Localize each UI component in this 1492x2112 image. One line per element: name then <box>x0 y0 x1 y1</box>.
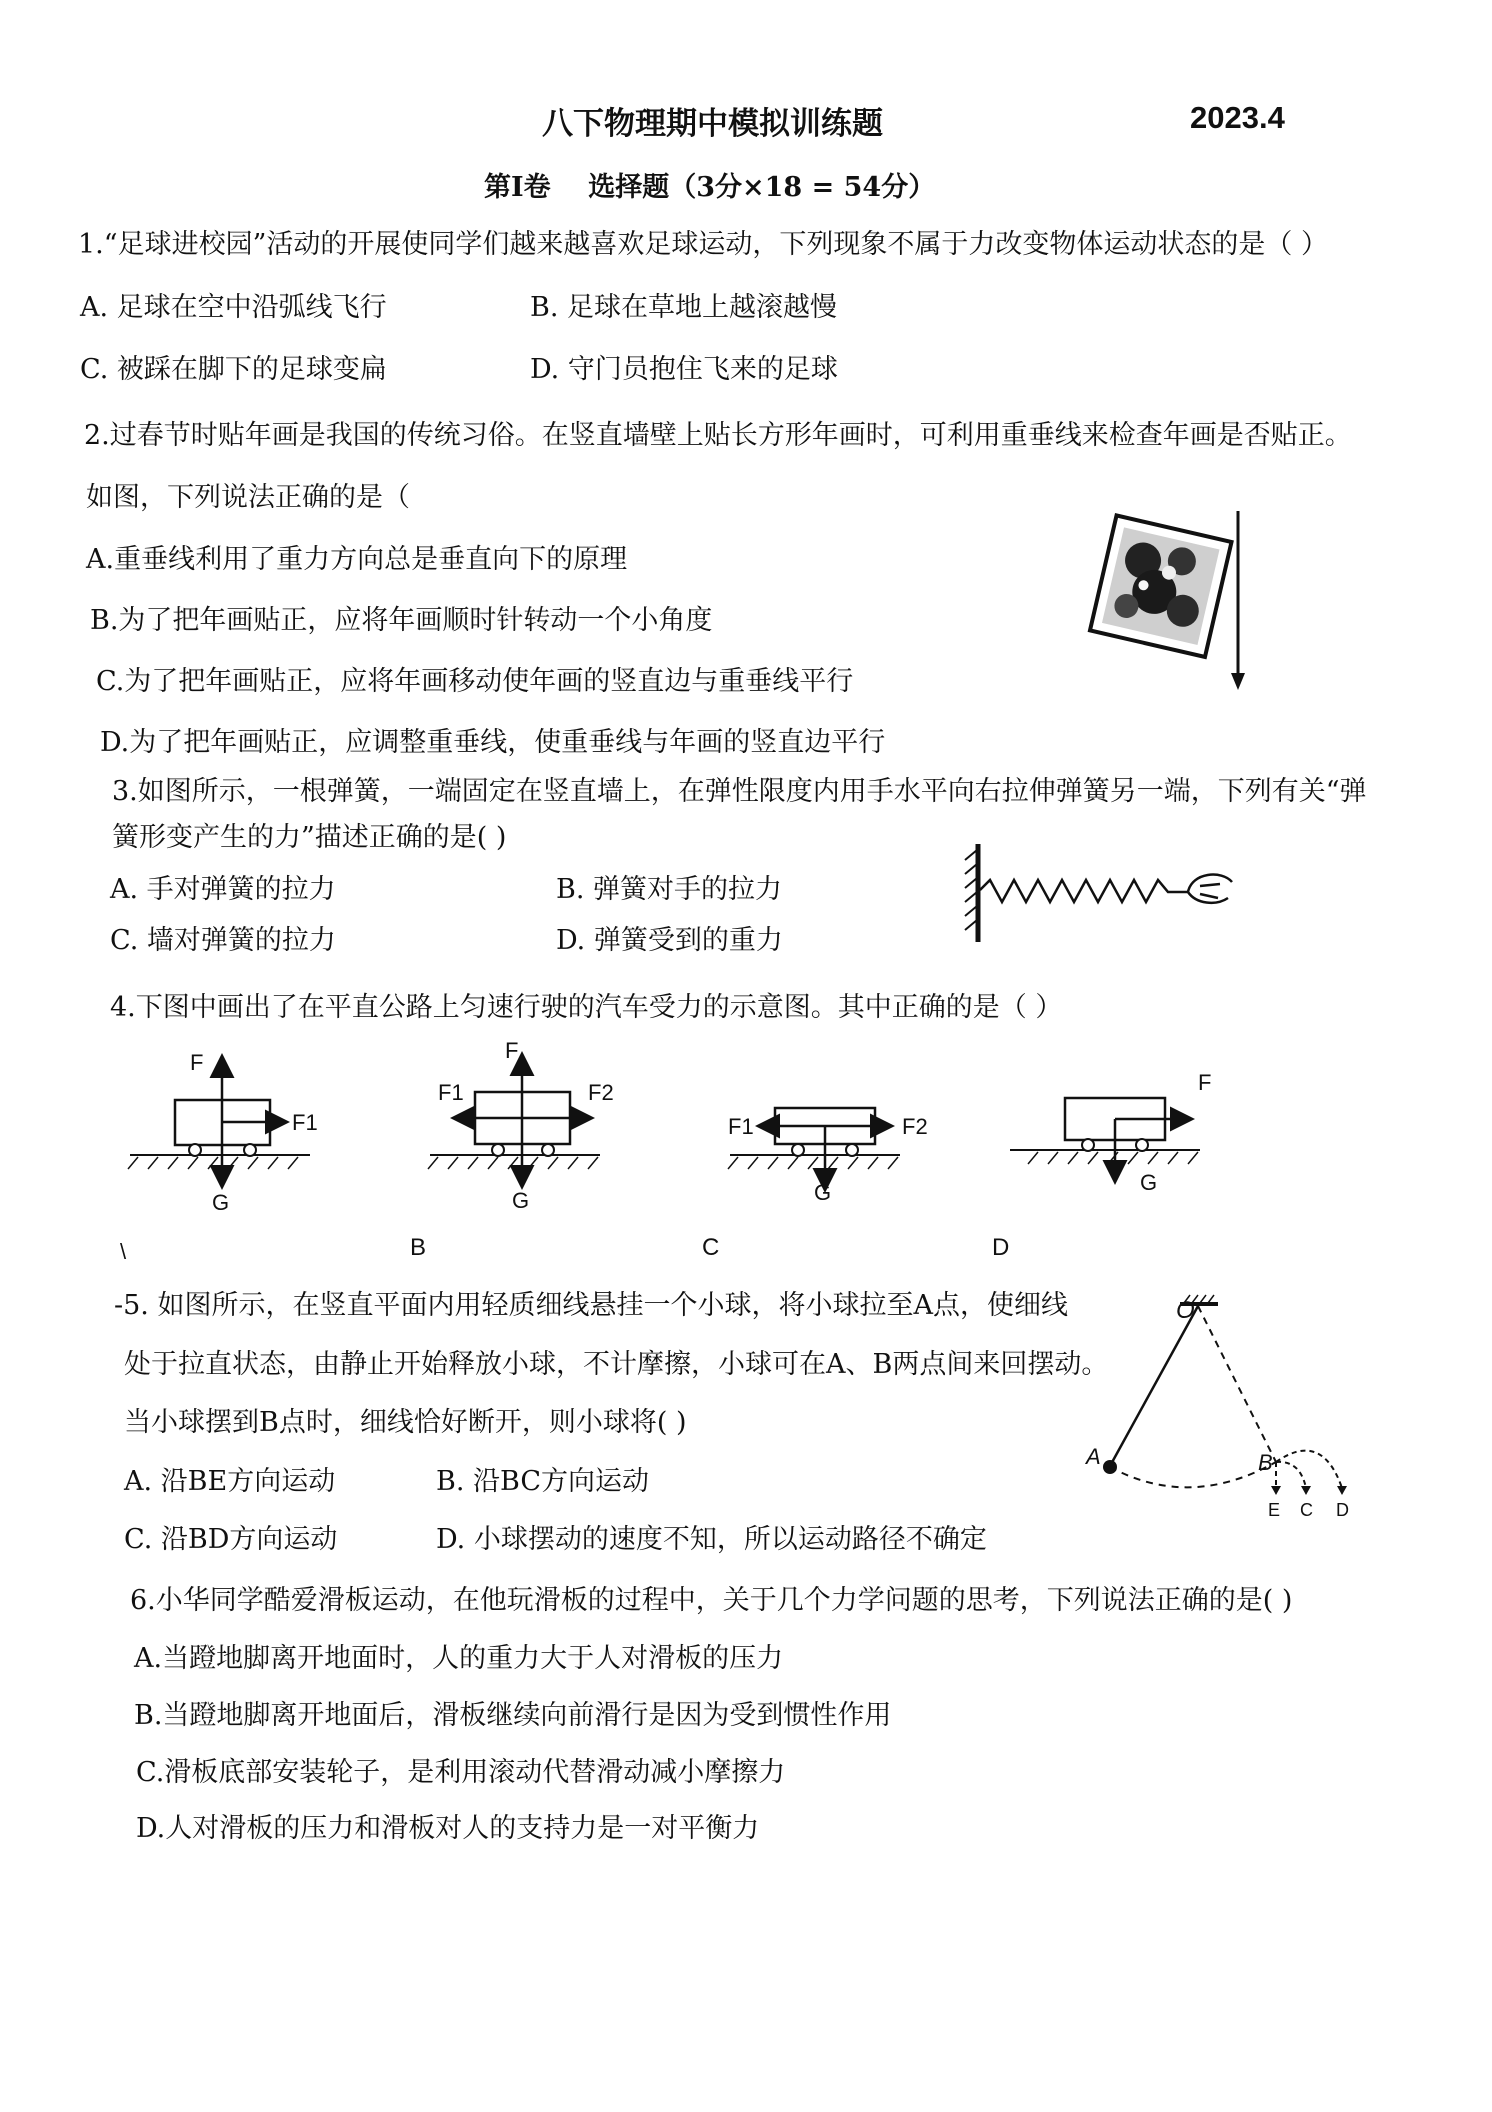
q3-option-b: B. 弹簧对手的拉力 <box>556 874 783 905</box>
car-b-label-g: G <box>512 1188 530 1213</box>
q4-option-d-letter: D <box>992 1234 1010 1261</box>
q4-option-a-letter: \ <box>120 1239 127 1264</box>
q6-option-a: A.当蹬地脚离开地面时，人的重力大于人对滑板的压力 <box>134 1643 784 1674</box>
spring-figure <box>960 840 1240 950</box>
car-figure-a <box>128 1050 318 1215</box>
exam-date: 2023.4 <box>1190 100 1285 135</box>
q4-stem: 4.下图中画出了在平直公路上匀速行驶的汽车受力的示意图。其中正确的是（ ） <box>110 992 1063 1023</box>
q2-option-b: B.为了把年画贴正，应将年画顺时针转动一个小角度 <box>90 605 713 636</box>
car-c-label-g: G <box>814 1180 832 1205</box>
car-figure-b <box>428 1038 614 1213</box>
q3-option-d: D. 弹簧受到的重力 <box>556 925 783 956</box>
pendulum-label-b: B <box>1258 1450 1273 1475</box>
q1-stem: 1.“足球进校园”活动的开展使同学们越来越喜欢足球运动，下列现象不属于力改变物体运动状态的是（ ） <box>78 229 1328 260</box>
q2-option-c: C.为了把年画贴正，应将年画移动使年画的竖直边与重垂线平行 <box>96 666 854 697</box>
q2-option-a: A.重垂线利用了重力方向总是垂直向下的原理 <box>86 544 628 575</box>
car-figure-c <box>728 1108 928 1205</box>
q1-option-d: D. 守门员抱住飞来的足球 <box>530 354 838 385</box>
q6-option-c: C.滑板底部安装轮子，是利用滚动代替滑动减小摩擦力 <box>136 1757 786 1788</box>
pendulum-figure <box>1080 1290 1380 1550</box>
q2-stem-cont: 如图，下列说法正确的是（ <box>86 482 410 513</box>
q2-stem: 2.过春节时贴年画是我国的传统习俗。在竖直墙壁上贴长方形年画时，可利用重垂线来检查年画是否贴正。 <box>84 420 1352 451</box>
q2-option-d: D.为了把年画贴正，应调整重垂线，使重垂线与年画的竖直边平行 <box>100 727 886 758</box>
q5-option-d: D. 小球摆动的速度不知，所以运动路径不确定 <box>436 1524 987 1555</box>
q5-stem: -5. 如图所示，在竖直平面内用轻质细线悬挂一个小球，将小球拉至A点，使细线 <box>114 1290 1068 1321</box>
car-b-label-f2: F2 <box>588 1080 614 1105</box>
q6-stem: 6.小华同学酷爱滑板运动，在他玩滑板的过程中，关于几个力学问题的思考，下列说法正确的是( ) <box>130 1585 1293 1616</box>
q5-option-c: C. 沿BD方向运动 <box>124 1524 338 1555</box>
car-figure-d <box>1010 1070 1211 1195</box>
car-a-label-g: G <box>212 1190 230 1215</box>
q6-option-b: B.当蹬地脚离开地面后，滑板继续向前滑行是因为受到惯性作用 <box>134 1700 892 1731</box>
q5-stem-cont2: 当小球摆到B点时，细线恰好断开，则小球将( ) <box>124 1407 687 1438</box>
new-year-picture-figure <box>1080 505 1270 695</box>
car-force-figures <box>120 1040 1240 1240</box>
q1-option-b: B. 足球在草地上越滚越慢 <box>530 292 838 323</box>
car-c-label-f2: F2 <box>902 1114 928 1139</box>
q3-option-a: A. 手对弹簧的拉力 <box>110 874 336 905</box>
q4-option-c-letter: C <box>702 1234 720 1261</box>
q5-option-a: A. 沿BE方向运动 <box>124 1466 336 1497</box>
pendulum-label-c: C <box>1300 1500 1313 1520</box>
q4-option-b-letter: B <box>410 1234 427 1261</box>
q5-stem-cont1: 处于拉直状态，由静止开始释放小球，不计摩擦，小球可在A、B两点间来回摆动。 <box>124 1349 1109 1380</box>
car-a-label-f: F <box>190 1050 204 1075</box>
page-title: 八下物理期中模拟训练题 <box>542 106 883 142</box>
q3-stem-cont: 簧形变产生的力”描述正确的是( ) <box>112 822 507 853</box>
pendulum-label-d: D <box>1336 1500 1349 1520</box>
car-a-label-f1: F1 <box>292 1110 318 1135</box>
car-c-label-f1: F1 <box>728 1114 754 1139</box>
q6-option-d: D.人对滑板的压力和滑板对人的支持力是一对平衡力 <box>136 1813 760 1844</box>
pendulum-label-a: A <box>1086 1444 1101 1469</box>
car-b-label-f1: F1 <box>438 1080 464 1105</box>
pendulum-label-e: E <box>1268 1500 1281 1520</box>
car-b-label-f: F <box>505 1038 519 1063</box>
section-heading: 第Ⅰ卷 选择题（3分×18 = 54分） <box>484 172 936 203</box>
pendulum-label-o: O <box>1176 1297 1195 1324</box>
car-d-label-g: G <box>1140 1170 1158 1195</box>
q5-option-b: B. 沿BC方向运动 <box>436 1466 650 1497</box>
q1-option-c: C. 被踩在脚下的足球变扁 <box>80 354 387 385</box>
q1-option-a: A. 足球在空中沿弧线飞行 <box>80 292 387 323</box>
q3-stem: 3.如图所示，一根弹簧，一端固定在竖直墙上，在弹性限度内用手水平向右拉伸弹簧另一端，下列有关“弹 <box>112 776 1367 807</box>
car-d-label-f: F <box>1198 1070 1212 1095</box>
q3-option-c: C. 墙对弹簧的拉力 <box>110 925 336 956</box>
